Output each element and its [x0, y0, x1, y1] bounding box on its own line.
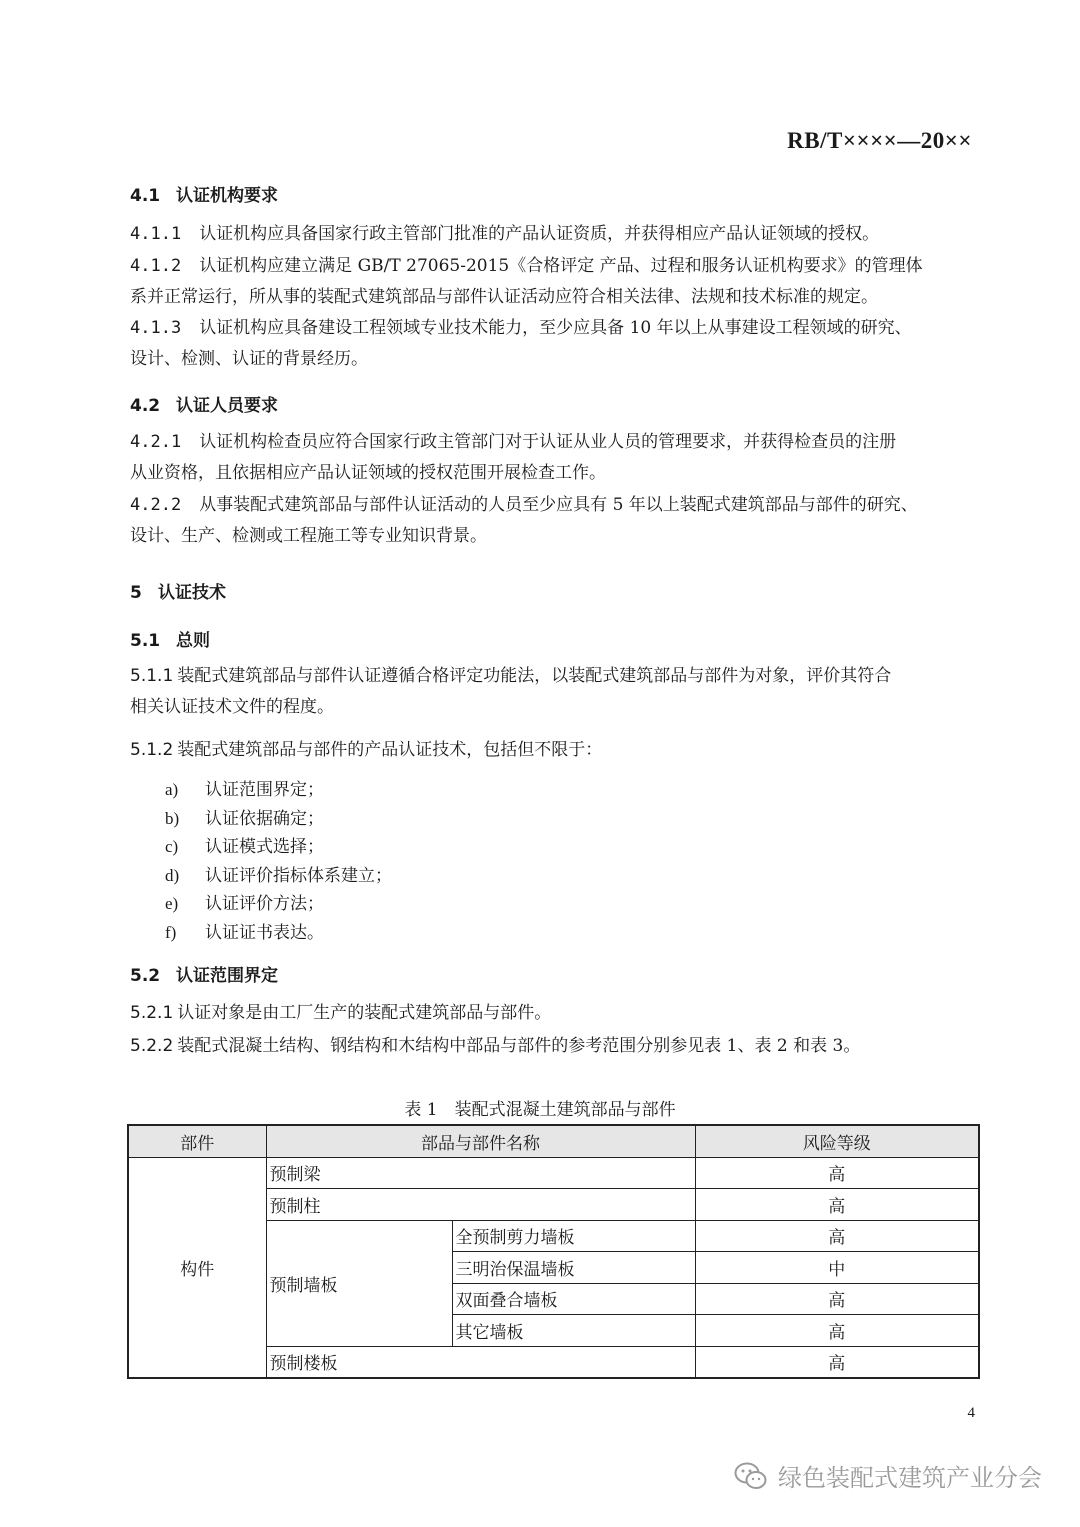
paragraph-4-2-1	[130, 427, 990, 489]
section-4-2-heading	[130, 391, 278, 416]
clause-number: 4.2.1	[130, 432, 182, 452]
clause-number: 4.1.1	[130, 224, 182, 244]
clause-number: 4.1.3	[130, 318, 182, 338]
risk-level: 高	[695, 1189, 979, 1221]
clause-text: 认证对象是由工厂生产的装配式建筑部品与部件。	[177, 1003, 552, 1023]
list-item	[165, 833, 392, 862]
item-name: 预制墙板	[266, 1220, 452, 1346]
paragraph-4-1-1	[130, 219, 990, 250]
list-item	[165, 919, 392, 948]
clause-text-line1: 从事装配式建筑部品与部件认证活动的人员至少应具有 5 年以上装配式建筑部品与部件的研究、	[199, 495, 918, 515]
list-marker: a)	[165, 780, 179, 799]
section-number: 5.2	[130, 966, 161, 986]
clause-number: 4.1.2	[130, 256, 182, 276]
list-text: 认证证书表达。	[205, 922, 324, 943]
list-item	[165, 776, 392, 805]
clause-text-line2: 设计、生产、检测或工程施工等专业知识背景。	[130, 526, 487, 546]
list-text: 认证评价指标体系建立；	[205, 865, 392, 886]
list-marker: b)	[165, 808, 180, 828]
paragraph-5-2-1	[130, 998, 990, 1029]
item-name: 预制楼板	[266, 1346, 695, 1378]
technique-list	[165, 776, 392, 947]
category-cell: 构件	[128, 1157, 266, 1378]
table-header-row	[128, 1125, 979, 1157]
clause-text: 认证机构应具备国家行政主管部门批准的产品认证资质，并获得相应产品认证领域的授权。	[199, 224, 880, 244]
list-marker: d)	[165, 865, 180, 885]
clause-text-line1: 认证机构应建立满足 GB/T 27065-2015《合格评定 产品、过程和服务认证机构要求》的管理体	[199, 256, 923, 276]
list-marker: f)	[165, 922, 177, 942]
clause-text-line1: 认证机构检查员应符合国家行政主管部门对于认证从业人员的管理要求，并获得检查员的注册	[199, 432, 897, 452]
list-text: 认证评价方法；	[205, 894, 324, 914]
header-name: 部品与部件名称	[266, 1125, 695, 1157]
clause-text-line2: 从业资格，且依据相应产品认证领域的授权范围开展检查工作。	[130, 463, 606, 483]
header-category: 部件	[128, 1125, 266, 1157]
clause-number: 4.2.2	[130, 495, 182, 515]
wechat-icon	[734, 1461, 768, 1491]
section-title: 认证机构要求	[176, 186, 278, 206]
paragraph-4-2-2	[130, 490, 990, 552]
list-text: 认证依据确定；	[205, 808, 324, 829]
page-number: 4	[967, 1405, 975, 1421]
clause-text: 装配式建筑部品与部件的产品认证技术，包括但不限于：	[177, 740, 603, 760]
watermark-text: 绿色装配式建筑产业分会	[778, 1464, 1042, 1492]
list-text: 认证范围界定；	[205, 780, 324, 800]
risk-level: 中	[695, 1252, 979, 1284]
clause-text-line2: 系并正常运行，所从事的装配式建筑部品与部件认证活动应符合相关法律、法规和技术标准的规定。	[130, 287, 878, 307]
list-marker: e)	[165, 894, 179, 913]
section-5-heading	[130, 578, 226, 603]
section-4-1-heading	[130, 181, 278, 206]
risk-level: 高	[695, 1315, 979, 1347]
item-name: 预制柱	[266, 1189, 695, 1221]
section-number: 4.1	[130, 186, 161, 206]
table-1-caption: 表 1 装配式混凝土建筑部品与部件	[404, 1100, 676, 1120]
clause-number: 5.1.1	[130, 666, 174, 686]
section-title: 总则	[176, 631, 210, 651]
section-title: 认证技术	[158, 583, 226, 603]
paragraph-5-2-2	[130, 1031, 990, 1062]
list-marker: c)	[165, 837, 179, 856]
clause-number: 5.1.2	[130, 740, 174, 760]
watermark	[734, 1458, 1042, 1493]
risk-level: 高	[695, 1157, 979, 1189]
paragraph-4-1-2	[130, 251, 990, 313]
list-item	[165, 805, 392, 834]
risk-level: 高	[695, 1283, 979, 1315]
header-risk: 风险等级	[695, 1125, 979, 1157]
paragraph-5-1-1	[130, 661, 990, 723]
clause-number: 5.2.2	[130, 1036, 174, 1056]
sub-item-name: 全预制剪力墙板	[452, 1220, 695, 1252]
section-number: 5	[130, 583, 142, 603]
table-1	[127, 1124, 980, 1379]
sub-item-name: 双面叠合墙板	[452, 1283, 695, 1315]
sub-item-name: 三明治保温墙板	[452, 1252, 695, 1284]
clause-text: 装配式混凝土结构、钢结构和木结构中部品与部件的参考范围分别参见表 1、表 2 和表 3。	[177, 1036, 861, 1056]
list-item	[165, 890, 392, 919]
list-item	[165, 862, 392, 891]
paragraph-4-1-3	[130, 313, 990, 375]
list-text: 认证模式选择；	[205, 837, 324, 857]
clause-text-line1: 认证机构应具备建设工程领域专业技术能力，至少应具备 10 年以上从事建设工程领域的研究、	[199, 318, 912, 338]
table-row	[128, 1157, 979, 1189]
section-number: 4.2	[130, 396, 161, 416]
clause-text-line2: 设计、检测、认证的背景经历。	[130, 349, 368, 369]
risk-level: 高	[695, 1220, 979, 1252]
section-5-1-heading	[130, 626, 210, 651]
clause-text-line1: 装配式建筑部品与部件认证遵循合格评定功能法，以装配式建筑部品与部件为对象，评价其符合	[177, 666, 892, 686]
document-number: RB/T××××—20××	[787, 128, 972, 153]
risk-level: 高	[695, 1346, 979, 1378]
sub-item-name: 其它墙板	[452, 1315, 695, 1347]
clause-number: 5.2.1	[130, 1003, 174, 1023]
section-title: 认证范围界定	[176, 966, 278, 986]
section-number: 5.1	[130, 631, 161, 651]
paragraph-5-1-2	[130, 735, 990, 766]
clause-text-line2: 相关认证技术文件的程度。	[130, 697, 334, 717]
section-5-2-heading	[130, 961, 278, 986]
section-title: 认证人员要求	[176, 396, 278, 416]
item-name: 预制梁	[266, 1157, 695, 1189]
